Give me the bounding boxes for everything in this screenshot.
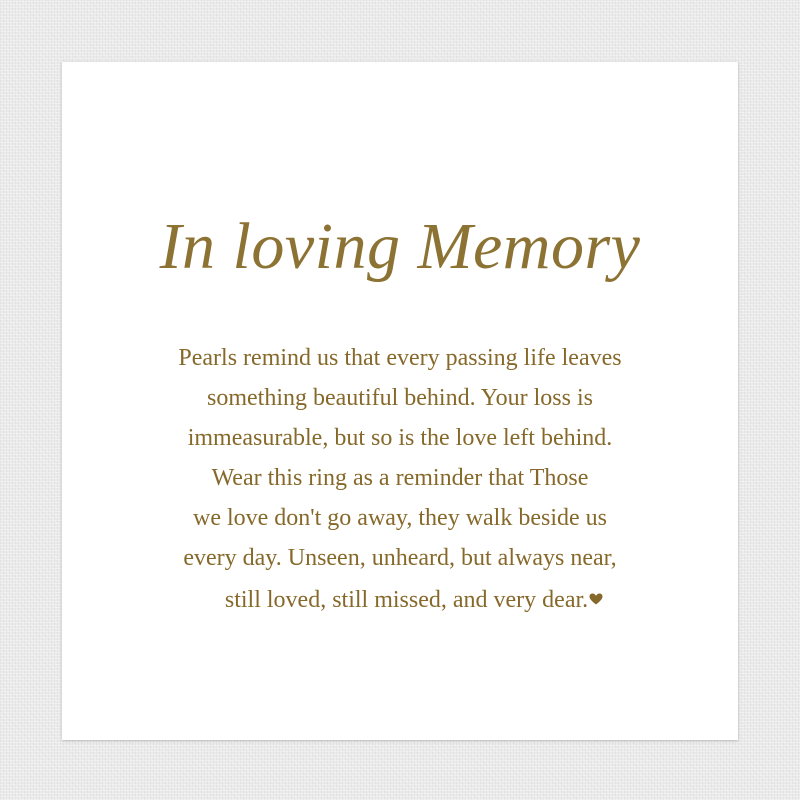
card-title: In loving Memory: [159, 210, 641, 283]
message-line: every day. Unseen, unheard, but always near,: [183, 545, 617, 571]
message-line: still loved, still missed, and very dear.: [224, 587, 589, 613]
memorial-message: [62, 338, 738, 620]
message-line: something beautiful behind. Your loss is: [206, 385, 593, 411]
message-line: Pearls remind us that every passing life leaves: [178, 345, 622, 371]
memorial-card: [62, 62, 738, 740]
heart-icon: [589, 578, 603, 618]
message-line: immeasurable, but so is the love left behind.: [187, 425, 613, 451]
message-last-line: [62, 578, 738, 620]
message-line: we love don't go away, they walk beside us: [193, 505, 607, 531]
message-line: Wear this ring as a reminder that Those: [211, 465, 589, 491]
